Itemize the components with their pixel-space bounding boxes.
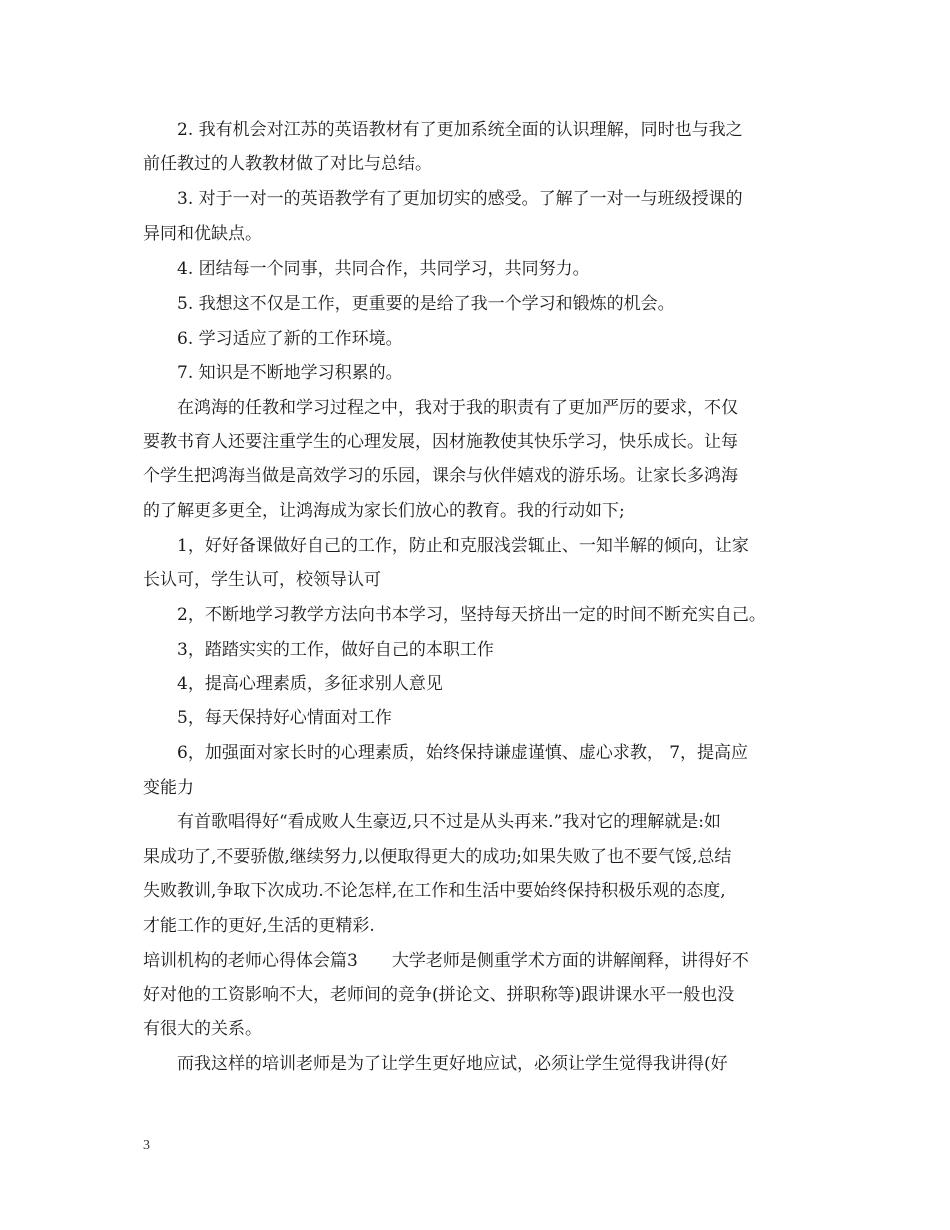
text-line: 4，提高心理素质，多征求别人意见 <box>177 674 443 694</box>
text-line: 4. 团结每一个同事，共同合作，共同学习，共同努力。 <box>177 259 590 279</box>
text-line: 6. 学习适应了新的工作环境。 <box>177 329 403 349</box>
text-line: 3. 对于一对一的英语教学有了更加切实的感受。了解了一对一与班级授课的 <box>177 189 743 209</box>
text-line: 果成功了,不要骄傲,继续努力,以便取得更大的成功;如果失败了也不要气馁,总结 <box>143 847 732 867</box>
text-line: 6，加强面对家长时的心理素质，始终保持谦虚谨慎、虚心求教， 7，提高应 <box>177 743 749 763</box>
text-line: 1，好好备课做好自己的工作，防止和克服浅尝辄止、一知半解的倾向，让家 <box>177 536 749 556</box>
text-line: 要教书育人还要注重学生的心理发展，因材施教使其快乐学习，快乐成长。让每 <box>143 432 738 452</box>
text-line: 变能力 <box>143 778 194 798</box>
page-number: 3 <box>143 1138 150 1153</box>
text-line: 5，每天保持好心情面对工作 <box>177 708 392 728</box>
text-line: 而我这样的培训老师是为了让学生更好地应试，必须让学生觉得我讲得(好 <box>177 1054 728 1074</box>
text-line: 失败教训,争取下次成功.不论怎样,在工作和生活中要始终保持积极乐观的态度, <box>143 881 726 901</box>
text-line: 2. 我有机会对江苏的英语教材有了更加系统全面的认识理解，同时也与我之 <box>177 120 743 140</box>
text-line: 长认可，学生认可，校领导认可 <box>143 570 381 590</box>
text-line: 才能工作的更好,生活的更精彩. <box>143 916 375 936</box>
text-line: 5. 我想这不仅是工作，更重要的是给了我一个学习和锻炼的机会。 <box>177 294 675 314</box>
text-line: 培训机构的老师心得体会篇3 大学老师是侧重学术方面的讲解阐释，讲得好不 <box>143 951 749 971</box>
text-line: 前任教过的人教教材做了对比与总结。 <box>143 154 432 174</box>
text-line: 有很大的关系。 <box>143 1019 262 1039</box>
text-line: 个学生把鸿海当做是高效学习的乐园，课余与伙伴嬉戏的游乐场。让家长多鸿海 <box>143 466 738 486</box>
text-line: 3，踏踏实实的工作，做好自己的本职工作 <box>177 640 494 660</box>
text-line: 好对他的工资影响不大，老师间的竞争(拼论文、拼职称等)跟讲课水平一般也没 <box>143 985 735 1005</box>
text-line: 的了解更多更全，让鸿海成为家长们放心的教育。我的行动如下; <box>143 501 625 521</box>
text-line: 2，不断地学习教学方法向书本学习，坚持每天挤出一定的时间不断充实自己。 <box>177 605 766 625</box>
text-line: 有首歌唱得好“看成败人生豪迈,只不过是从头再来.”我对它的理解就是:如 <box>177 812 721 832</box>
text-line: 异同和优缺点。 <box>143 224 262 244</box>
text-line: 在鸿海的任教和学习过程之中，我对于我的职责有了更加严厉的要求，不仅 <box>177 398 738 418</box>
text-line: 7. 知识是不断地学习积累的。 <box>177 363 403 383</box>
